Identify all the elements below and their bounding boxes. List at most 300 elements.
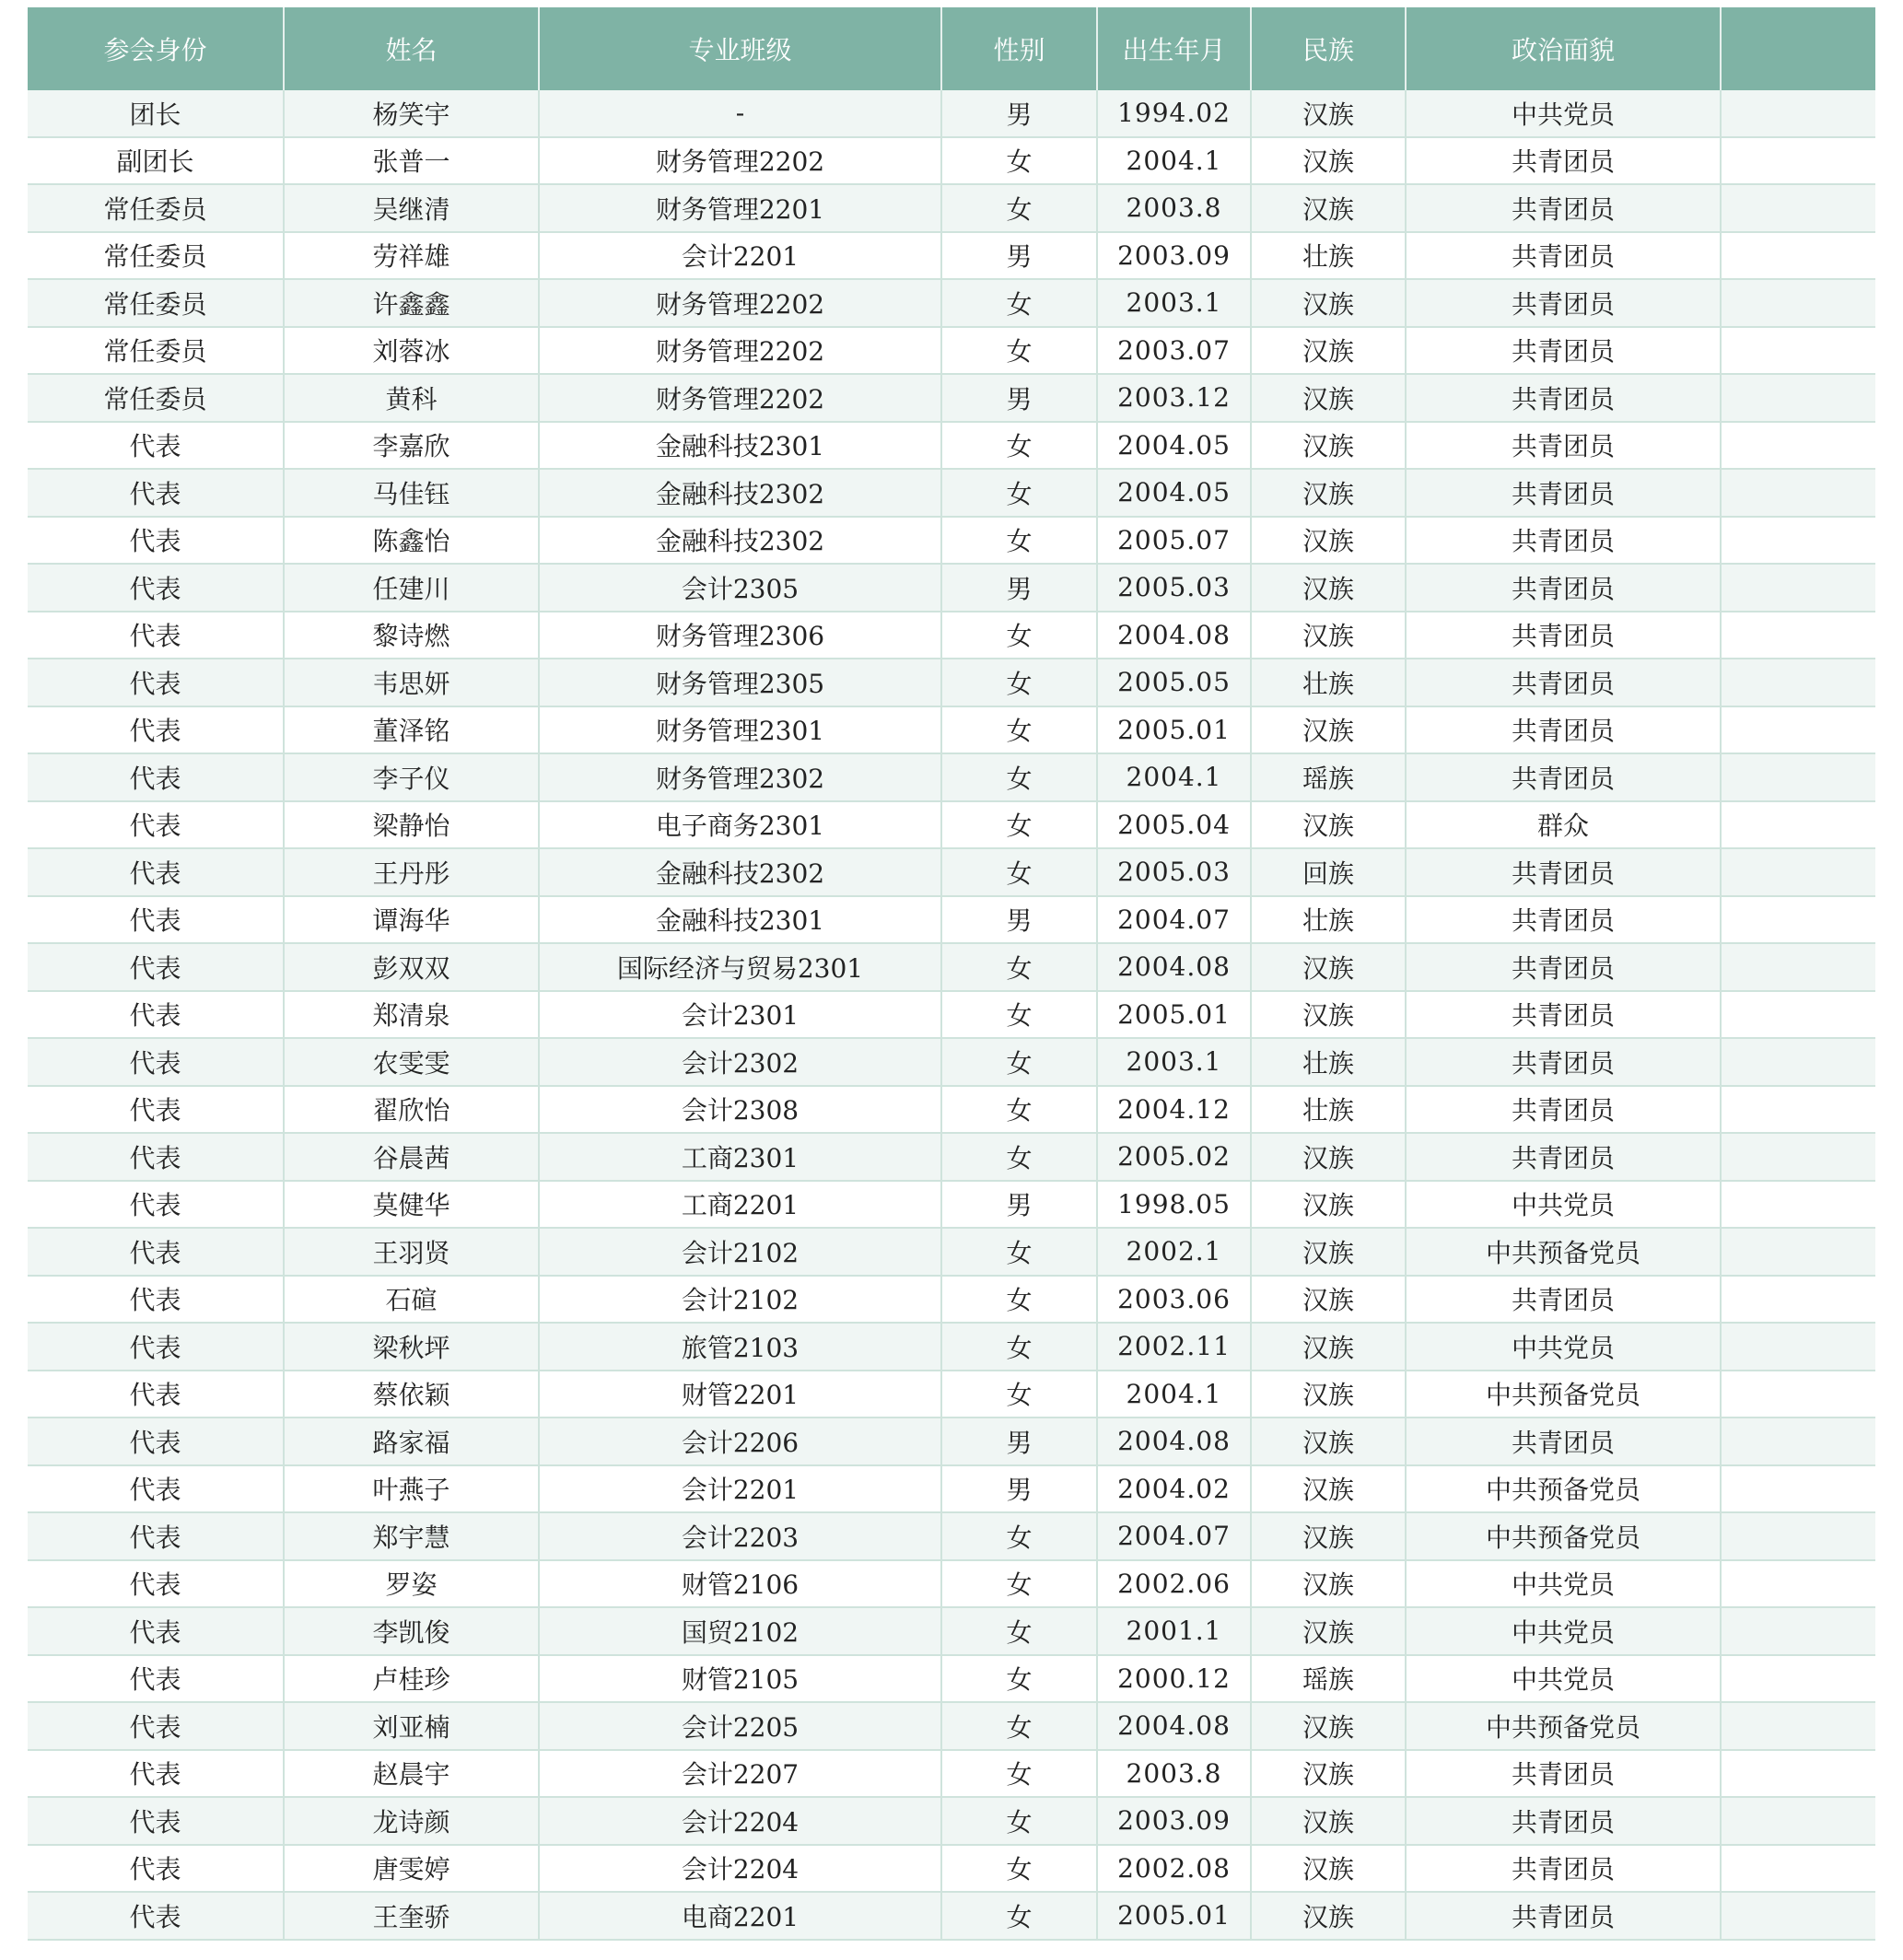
cell-gender: 男 — [941, 1418, 1097, 1465]
cell-role: 代表 — [28, 1038, 284, 1086]
table-row — [28, 1607, 1875, 1655]
table-row — [28, 1228, 1875, 1276]
cell-major-class: 会计2201 — [539, 1465, 941, 1513]
cell-birth: 2005.03 — [1097, 564, 1251, 612]
cell-extra — [1721, 1845, 1875, 1893]
cell-birth: 2004.08 — [1097, 1418, 1251, 1465]
cell-gender: 女 — [941, 517, 1097, 565]
cell-role: 代表 — [28, 991, 284, 1039]
table-row — [28, 279, 1875, 327]
cell-political-status: 共青团员 — [1406, 469, 1721, 517]
cell-birth: 2003.12 — [1097, 374, 1251, 422]
cell-major-class: 财务管理2302 — [539, 753, 941, 801]
table-row — [28, 1702, 1875, 1750]
cell-role: 代表 — [28, 1276, 284, 1324]
cell-role: 副团长 — [28, 137, 284, 185]
cell-name: 卢桂珍 — [284, 1655, 539, 1703]
cell-ethnicity: 汉族 — [1251, 327, 1406, 375]
cell-ethnicity: 壮族 — [1251, 1038, 1406, 1086]
cell-birth: 2005.04 — [1097, 801, 1251, 849]
cell-political-status: 共青团员 — [1406, 327, 1721, 375]
cell-role: 代表 — [28, 1845, 284, 1893]
header-ethnicity: 民族 — [1251, 7, 1406, 90]
cell-major-class: 财务管理2202 — [539, 279, 941, 327]
cell-name: 梁静怡 — [284, 801, 539, 849]
cell-ethnicity: 汉族 — [1251, 1371, 1406, 1418]
cell-birth: 2004.1 — [1097, 1371, 1251, 1418]
cell-ethnicity: 壮族 — [1251, 659, 1406, 706]
cell-gender: 女 — [941, 469, 1097, 517]
cell-name: 李嘉欣 — [284, 422, 539, 470]
cell-extra — [1721, 706, 1875, 754]
cell-extra — [1721, 1276, 1875, 1324]
table-row — [28, 659, 1875, 706]
cell-role: 代表 — [28, 943, 284, 991]
cell-political-status: 共青团员 — [1406, 374, 1721, 422]
cell-ethnicity: 汉族 — [1251, 422, 1406, 470]
cell-political-status: 群众 — [1406, 801, 1721, 849]
cell-major-class: 财务管理2305 — [539, 659, 941, 706]
cell-role: 代表 — [28, 1702, 284, 1750]
cell-gender: 女 — [941, 943, 1097, 991]
cell-name: 韦思妍 — [284, 659, 539, 706]
cell-name: 任建川 — [284, 564, 539, 612]
cell-name: 罗姿 — [284, 1560, 539, 1608]
cell-gender: 女 — [941, 1133, 1097, 1181]
table-row — [28, 1797, 1875, 1845]
cell-role: 代表 — [28, 1607, 284, 1655]
header-extra — [1721, 7, 1875, 90]
cell-role: 代表 — [28, 706, 284, 754]
cell-ethnicity: 汉族 — [1251, 1607, 1406, 1655]
header-name: 姓名 — [284, 7, 539, 90]
cell-name: 叶燕子 — [284, 1465, 539, 1513]
cell-political-status: 共青团员 — [1406, 184, 1721, 232]
cell-role: 代表 — [28, 1086, 284, 1134]
cell-political-status: 共青团员 — [1406, 991, 1721, 1039]
cell-major-class: 工商2301 — [539, 1133, 941, 1181]
cell-ethnicity: 汉族 — [1251, 137, 1406, 185]
cell-birth: 2004.08 — [1097, 1702, 1251, 1750]
table-row — [28, 422, 1875, 470]
cell-gender: 女 — [941, 1560, 1097, 1608]
cell-political-status: 中共党员 — [1406, 1181, 1721, 1229]
cell-birth: 2005.07 — [1097, 517, 1251, 565]
cell-birth: 2004.07 — [1097, 1512, 1251, 1560]
cell-birth: 2004.02 — [1097, 1465, 1251, 1513]
cell-extra — [1721, 1181, 1875, 1229]
cell-extra — [1721, 896, 1875, 944]
table-row — [28, 564, 1875, 612]
cell-name: 刘蓉冰 — [284, 327, 539, 375]
cell-political-status: 中共预备党员 — [1406, 1702, 1721, 1750]
cell-major-class: 金融科技2302 — [539, 469, 941, 517]
cell-major-class: 财管2201 — [539, 1371, 941, 1418]
table-row — [28, 1845, 1875, 1893]
table-row — [28, 1276, 1875, 1324]
cell-political-status: 共青团员 — [1406, 706, 1721, 754]
cell-role: 代表 — [28, 1560, 284, 1608]
cell-ethnicity: 汉族 — [1251, 1560, 1406, 1608]
cell-political-status: 共青团员 — [1406, 564, 1721, 612]
cell-name: 谷晨茜 — [284, 1133, 539, 1181]
cell-gender: 女 — [941, 1845, 1097, 1893]
cell-extra — [1721, 1702, 1875, 1750]
cell-political-status: 共青团员 — [1406, 943, 1721, 991]
cell-extra — [1721, 517, 1875, 565]
cell-gender: 女 — [941, 1512, 1097, 1560]
header-birth: 出生年月 — [1097, 7, 1251, 90]
cell-extra — [1721, 232, 1875, 280]
cell-role: 代表 — [28, 1181, 284, 1229]
table-row — [28, 1038, 1875, 1086]
cell-name: 杨笑宇 — [284, 90, 539, 137]
table-row — [28, 517, 1875, 565]
cell-role: 代表 — [28, 659, 284, 706]
cell-political-status: 共青团员 — [1406, 137, 1721, 185]
cell-birth: 1994.02 — [1097, 90, 1251, 137]
cell-extra — [1721, 1465, 1875, 1513]
cell-ethnicity: 汉族 — [1251, 1845, 1406, 1893]
cell-role: 代表 — [28, 422, 284, 470]
cell-extra — [1721, 279, 1875, 327]
cell-role: 代表 — [28, 1750, 284, 1798]
cell-major-class: 金融科技2302 — [539, 517, 941, 565]
table-row — [28, 1560, 1875, 1608]
cell-name: 王丹彤 — [284, 848, 539, 896]
cell-ethnicity: 汉族 — [1251, 517, 1406, 565]
table-row — [28, 137, 1875, 185]
cell-name: 刘亚楠 — [284, 1702, 539, 1750]
cell-ethnicity: 汉族 — [1251, 1181, 1406, 1229]
cell-birth: 2004.05 — [1097, 422, 1251, 470]
cell-gender: 女 — [941, 612, 1097, 659]
cell-ethnicity: 汉族 — [1251, 1133, 1406, 1181]
cell-extra — [1721, 753, 1875, 801]
cell-major-class: 电子商务2301 — [539, 801, 941, 849]
cell-extra — [1721, 1797, 1875, 1845]
cell-extra — [1721, 469, 1875, 517]
cell-political-status: 共青团员 — [1406, 422, 1721, 470]
cell-name: 梁秋坪 — [284, 1323, 539, 1371]
cell-political-status: 中共预备党员 — [1406, 1512, 1721, 1560]
table-row — [28, 1418, 1875, 1465]
cell-ethnicity: 汉族 — [1251, 1276, 1406, 1324]
cell-name: 农雯雯 — [284, 1038, 539, 1086]
cell-birth: 2004.07 — [1097, 896, 1251, 944]
cell-gender: 女 — [941, 848, 1097, 896]
cell-ethnicity: 汉族 — [1251, 184, 1406, 232]
cell-role: 代表 — [28, 1418, 284, 1465]
cell-ethnicity: 汉族 — [1251, 1702, 1406, 1750]
cell-extra — [1721, 422, 1875, 470]
cell-gender: 女 — [941, 184, 1097, 232]
cell-political-status: 共青团员 — [1406, 1086, 1721, 1134]
cell-extra — [1721, 1750, 1875, 1798]
cell-name: 谭海华 — [284, 896, 539, 944]
cell-gender: 女 — [941, 659, 1097, 706]
cell-birth: 2000.12 — [1097, 1655, 1251, 1703]
cell-role: 代表 — [28, 1228, 284, 1276]
cell-political-status: 共青团员 — [1406, 848, 1721, 896]
cell-political-status: 共青团员 — [1406, 1797, 1721, 1845]
cell-ethnicity: 汉族 — [1251, 1228, 1406, 1276]
cell-name: 龙诗颜 — [284, 1797, 539, 1845]
cell-name: 郑宇慧 — [284, 1512, 539, 1560]
cell-ethnicity: 汉族 — [1251, 90, 1406, 137]
cell-extra — [1721, 1038, 1875, 1086]
cell-role: 代表 — [28, 896, 284, 944]
cell-ethnicity: 汉族 — [1251, 706, 1406, 754]
cell-gender: 女 — [941, 1371, 1097, 1418]
cell-political-status: 中共党员 — [1406, 1607, 1721, 1655]
cell-birth: 2002.11 — [1097, 1323, 1251, 1371]
cell-major-class: 财管2105 — [539, 1655, 941, 1703]
cell-major-class: 会计2206 — [539, 1418, 941, 1465]
table-row — [28, 943, 1875, 991]
cell-major-class: 会计2203 — [539, 1512, 941, 1560]
cell-extra — [1721, 612, 1875, 659]
cell-name: 石碹 — [284, 1276, 539, 1324]
table-row — [28, 374, 1875, 422]
table-row — [28, 232, 1875, 280]
cell-ethnicity: 汉族 — [1251, 279, 1406, 327]
cell-ethnicity: 汉族 — [1251, 1797, 1406, 1845]
cell-name: 许鑫鑫 — [284, 279, 539, 327]
cell-ethnicity: 汉族 — [1251, 943, 1406, 991]
cell-ethnicity: 汉族 — [1251, 1418, 1406, 1465]
cell-political-status: 共青团员 — [1406, 1133, 1721, 1181]
cell-political-status: 共青团员 — [1406, 1892, 1721, 1940]
cell-role: 代表 — [28, 612, 284, 659]
cell-ethnicity: 汉族 — [1251, 1892, 1406, 1940]
cell-political-status: 共青团员 — [1406, 1845, 1721, 1893]
cell-major-class: 财务管理2202 — [539, 137, 941, 185]
cell-major-class: 财管2106 — [539, 1560, 941, 1608]
cell-birth: 1998.05 — [1097, 1181, 1251, 1229]
header-political-status: 政治面貌 — [1406, 7, 1721, 90]
cell-role: 代表 — [28, 753, 284, 801]
cell-political-status: 共青团员 — [1406, 1750, 1721, 1798]
cell-name: 黎诗燃 — [284, 612, 539, 659]
cell-political-status: 共青团员 — [1406, 612, 1721, 659]
cell-political-status: 共青团员 — [1406, 896, 1721, 944]
cell-extra — [1721, 1607, 1875, 1655]
cell-political-status: 中共预备党员 — [1406, 1465, 1721, 1513]
cell-gender: 男 — [941, 564, 1097, 612]
cell-political-status: 共青团员 — [1406, 1038, 1721, 1086]
cell-extra — [1721, 943, 1875, 991]
cell-major-class: 财务管理2306 — [539, 612, 941, 659]
cell-role: 代表 — [28, 1655, 284, 1703]
cell-gender: 女 — [941, 1276, 1097, 1324]
cell-name: 蔡依颖 — [284, 1371, 539, 1418]
cell-gender: 女 — [941, 1607, 1097, 1655]
cell-extra — [1721, 1228, 1875, 1276]
cell-birth: 2005.02 — [1097, 1133, 1251, 1181]
cell-birth: 2003.8 — [1097, 1750, 1251, 1798]
table-row — [28, 1323, 1875, 1371]
cell-gender: 女 — [941, 279, 1097, 327]
cell-major-class: 金融科技2302 — [539, 848, 941, 896]
cell-birth: 2005.01 — [1097, 1892, 1251, 1940]
cell-ethnicity: 汉族 — [1251, 1323, 1406, 1371]
cell-name: 黄科 — [284, 374, 539, 422]
cell-ethnicity: 壮族 — [1251, 896, 1406, 944]
cell-name: 唐雯婷 — [284, 1845, 539, 1893]
cell-name: 彭双双 — [284, 943, 539, 991]
cell-role: 代表 — [28, 469, 284, 517]
cell-birth: 2002.1 — [1097, 1228, 1251, 1276]
cell-birth: 2003.06 — [1097, 1276, 1251, 1324]
cell-major-class: 国贸2102 — [539, 1607, 941, 1655]
cell-birth: 2003.09 — [1097, 1797, 1251, 1845]
cell-birth: 2003.1 — [1097, 279, 1251, 327]
table-row — [28, 1892, 1875, 1940]
table-row — [28, 801, 1875, 849]
cell-major-class: 会计2102 — [539, 1228, 941, 1276]
cell-gender: 女 — [941, 801, 1097, 849]
cell-birth: 2003.8 — [1097, 184, 1251, 232]
cell-extra — [1721, 564, 1875, 612]
cell-name: 李子仪 — [284, 753, 539, 801]
roster-body — [28, 90, 1875, 1940]
cell-gender: 女 — [941, 991, 1097, 1039]
table-row — [28, 184, 1875, 232]
table-row — [28, 1086, 1875, 1134]
cell-role: 代表 — [28, 564, 284, 612]
cell-name: 莫健华 — [284, 1181, 539, 1229]
cell-birth: 2003.1 — [1097, 1038, 1251, 1086]
cell-ethnicity: 汉族 — [1251, 564, 1406, 612]
cell-major-class: 旅管2103 — [539, 1323, 941, 1371]
cell-extra — [1721, 137, 1875, 185]
cell-major-class: 会计2205 — [539, 1702, 941, 1750]
cell-role: 代表 — [28, 1892, 284, 1940]
cell-name: 李凯俊 — [284, 1607, 539, 1655]
header-major-class: 专业班级 — [539, 7, 941, 90]
cell-extra — [1721, 1655, 1875, 1703]
cell-major-class: - — [539, 90, 941, 137]
cell-role: 常任委员 — [28, 327, 284, 375]
cell-birth: 2004.12 — [1097, 1086, 1251, 1134]
cell-political-status: 共青团员 — [1406, 659, 1721, 706]
cell-extra — [1721, 1371, 1875, 1418]
cell-ethnicity: 瑶族 — [1251, 753, 1406, 801]
cell-political-status: 共青团员 — [1406, 517, 1721, 565]
cell-ethnicity: 汉族 — [1251, 374, 1406, 422]
cell-birth: 2004.05 — [1097, 469, 1251, 517]
cell-gender: 男 — [941, 374, 1097, 422]
cell-major-class: 会计2201 — [539, 232, 941, 280]
cell-gender: 女 — [941, 1702, 1097, 1750]
table-row — [28, 1133, 1875, 1181]
cell-birth: 2003.09 — [1097, 232, 1251, 280]
cell-extra — [1721, 1560, 1875, 1608]
cell-gender: 女 — [941, 1797, 1097, 1845]
cell-extra — [1721, 991, 1875, 1039]
cell-major-class: 国际经济与贸易2301 — [539, 943, 941, 991]
table-row — [28, 1465, 1875, 1513]
cell-ethnicity: 壮族 — [1251, 1086, 1406, 1134]
table-row — [28, 1512, 1875, 1560]
cell-major-class: 会计2305 — [539, 564, 941, 612]
cell-major-class: 会计2204 — [539, 1797, 941, 1845]
cell-name: 王羽贤 — [284, 1228, 539, 1276]
cell-extra — [1721, 1892, 1875, 1940]
delegate-roster-table — [28, 7, 1875, 1941]
cell-role: 代表 — [28, 1371, 284, 1418]
cell-major-class: 会计2302 — [539, 1038, 941, 1086]
cell-extra — [1721, 374, 1875, 422]
cell-name: 吴继清 — [284, 184, 539, 232]
table-row — [28, 327, 1875, 375]
cell-major-class: 电商2201 — [539, 1892, 941, 1940]
cell-political-status: 中共预备党员 — [1406, 1228, 1721, 1276]
cell-name: 王奎骄 — [284, 1892, 539, 1940]
header-role: 参会身份 — [28, 7, 284, 90]
cell-political-status: 共青团员 — [1406, 1276, 1721, 1324]
cell-role: 常任委员 — [28, 374, 284, 422]
cell-role: 代表 — [28, 801, 284, 849]
cell-ethnicity: 汉族 — [1251, 801, 1406, 849]
cell-gender: 女 — [941, 327, 1097, 375]
cell-name: 陈鑫怡 — [284, 517, 539, 565]
cell-political-status: 中共预备党员 — [1406, 1371, 1721, 1418]
cell-role: 代表 — [28, 1797, 284, 1845]
cell-gender: 男 — [941, 90, 1097, 137]
cell-ethnicity: 回族 — [1251, 848, 1406, 896]
cell-name: 马佳钰 — [284, 469, 539, 517]
cell-major-class: 会计2301 — [539, 991, 941, 1039]
cell-name: 路家福 — [284, 1418, 539, 1465]
cell-ethnicity: 汉族 — [1251, 1465, 1406, 1513]
cell-birth: 2005.01 — [1097, 706, 1251, 754]
table-row — [28, 896, 1875, 944]
cell-role: 团长 — [28, 90, 284, 137]
cell-gender: 女 — [941, 1323, 1097, 1371]
table-row — [28, 753, 1875, 801]
cell-gender: 女 — [941, 1038, 1097, 1086]
table-row — [28, 706, 1875, 754]
cell-political-status: 中共党员 — [1406, 1560, 1721, 1608]
cell-gender: 女 — [941, 422, 1097, 470]
cell-name: 董泽铭 — [284, 706, 539, 754]
cell-gender: 女 — [941, 753, 1097, 801]
cell-role: 常任委员 — [28, 279, 284, 327]
cell-role: 代表 — [28, 1133, 284, 1181]
cell-birth: 2004.1 — [1097, 137, 1251, 185]
cell-birth: 2002.08 — [1097, 1845, 1251, 1893]
header-gender: 性别 — [941, 7, 1097, 90]
cell-extra — [1721, 1086, 1875, 1134]
cell-ethnicity: 汉族 — [1251, 1512, 1406, 1560]
cell-gender: 男 — [941, 896, 1097, 944]
cell-major-class: 会计2207 — [539, 1750, 941, 1798]
cell-gender: 女 — [941, 137, 1097, 185]
cell-major-class: 金融科技2301 — [539, 422, 941, 470]
cell-major-class: 金融科技2301 — [539, 896, 941, 944]
cell-role: 代表 — [28, 1465, 284, 1513]
cell-gender: 男 — [941, 1465, 1097, 1513]
cell-birth: 2003.07 — [1097, 327, 1251, 375]
cell-birth: 2004.08 — [1097, 612, 1251, 659]
cell-gender: 女 — [941, 1086, 1097, 1134]
table-row — [28, 1655, 1875, 1703]
cell-political-status: 中共党员 — [1406, 1655, 1721, 1703]
cell-birth: 2005.03 — [1097, 848, 1251, 896]
cell-extra — [1721, 801, 1875, 849]
